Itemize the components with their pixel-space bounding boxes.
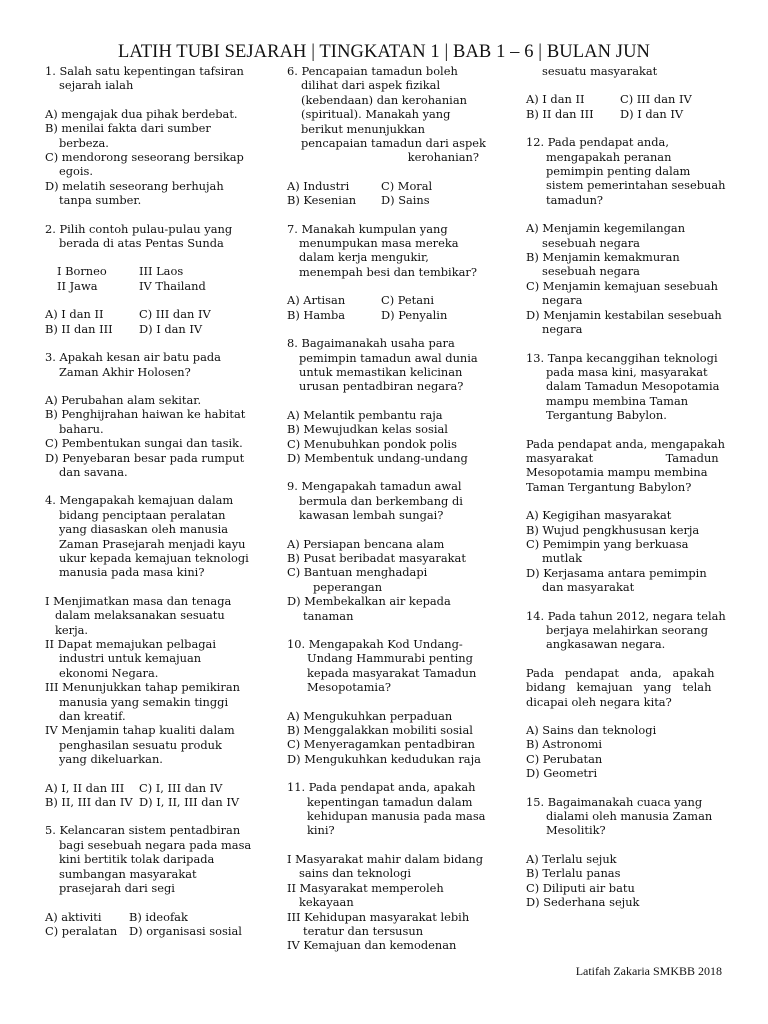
question-stem: 1. Salah satu kepentingan tafsiran (45, 64, 244, 78)
question-13 (526, 351, 728, 595)
question-14 (526, 609, 728, 781)
question-10 (287, 637, 487, 766)
question-stem: Zaman Prasejarah menjadi kayu (59, 536, 246, 551)
statement-i: I Borneo (57, 264, 107, 279)
question-8 (287, 336, 487, 465)
option-d: D) organisasi sosial (129, 923, 242, 938)
option-c: C) Petani (381, 293, 435, 308)
statement-iii: III Kehidupan masyarakat lebih (287, 909, 470, 924)
question-stem: untuk memastikan kelicinan (299, 364, 463, 379)
question-stem: Tergantung Babylon. (546, 408, 667, 423)
question-stem: dilihat dari aspek fizikal (301, 78, 441, 93)
question-stem: bagi sesebuah negara pada masa (59, 837, 252, 852)
option-d: D) Sains (381, 193, 430, 208)
option-b: B) Kesenian (287, 193, 357, 208)
question-stem: yang diasaskan oleh manusia (59, 522, 229, 537)
option-a: A) Terlalu sejuk (526, 851, 617, 866)
question-stem: 8. Bagaimanakah usaha para (287, 336, 455, 351)
statement-i-cont: sains dan teknologi (299, 866, 411, 881)
option-a: A) Kegigihan masyarakat (526, 508, 672, 523)
question-stem: dalam Tamadun Mesopotamia (546, 379, 720, 394)
statement-i: I Masyarakat mahir dalam bidang (287, 851, 483, 866)
statement-iv: IV Kemajuan dan kemodenan (287, 938, 457, 953)
option-d: D) Mengukuhkan kedudukan raja (287, 751, 481, 766)
option-c: C) Diliputi air batu (526, 880, 635, 895)
statement-iii: III Laos (139, 264, 184, 279)
question-prompt: Mesopotamia mampu membina (526, 465, 708, 480)
option-b: B) Astronomi (526, 737, 603, 752)
option-c: C) Pemimpin yang berkuasa (526, 536, 689, 551)
question-stem: bidang penciptaan peralatan (59, 507, 226, 522)
statement-iii-cont: dan kreatif. (59, 709, 126, 724)
option-d: D) Membentuk undang-undang (287, 450, 468, 465)
option-c: C) Menjamin kemajuan sesebuah (526, 278, 719, 293)
option-a: A) Menjamin kegemilangan (526, 221, 686, 236)
question-stem: 9. Mengapakah tamadun awal (287, 479, 462, 494)
option-d-cont: tanpa sumber. (59, 193, 142, 208)
question-prompt: masyarakat Tamadun (526, 450, 719, 465)
question-stem: dialami oleh manusia Zaman (546, 809, 713, 824)
option-c-cont: egois. (59, 164, 93, 179)
question-prompt: dicapai oleh negara kita? (526, 694, 672, 709)
question-stem: sejarah ialah (59, 78, 134, 93)
question-prompt: bidang kemajuan yang telah (526, 680, 712, 695)
question-5 (45, 823, 273, 938)
question-stem: pemimpin tamadun awal dunia (299, 350, 478, 365)
option-c: C) Menubuhkan pondok polis (287, 436, 457, 451)
option-d: D) I dan IV (620, 106, 684, 121)
column-left (45, 64, 273, 938)
option-b-cont: berbeza. (59, 135, 109, 150)
question-stem: 14. Pada tahun 2012, negara telah (526, 608, 726, 623)
option-a: A) Industri (287, 178, 350, 193)
option-d: D) Kerjasama antara pemimpin (526, 565, 707, 580)
option-d: D) Membekalkan air kepada (287, 594, 451, 609)
question-15 (526, 795, 728, 910)
option-c: C) I, III dan IV (139, 780, 223, 795)
statement-ii-cont: kekayaan (299, 895, 354, 910)
option-d-cont: dan savana. (59, 464, 128, 479)
option-d: D) Sederhana sejuk (526, 895, 640, 910)
question-stem: kepentingan tamadun dalam (307, 794, 473, 809)
option-d: D) I, II, III dan IV (139, 795, 240, 810)
option-d: D) Menjamin kestabilan sesebuah (526, 307, 722, 322)
question-6 (287, 64, 487, 208)
question-9 (287, 479, 487, 623)
question-stem: 12. Pada pendapat anda, (526, 135, 669, 150)
question-stem: dalam kerja mengukir, (299, 250, 429, 265)
question-11 (287, 780, 487, 952)
option-a: A) Mengukuhkan perpaduan (287, 708, 453, 723)
question-11-continued (526, 64, 728, 121)
question-stem: 7. Manakah kumpulan yang (287, 221, 448, 236)
question-4 (45, 493, 273, 809)
statement-ii-cont: industri untuk kemajuan (59, 651, 202, 666)
option-b: B) Hamba (287, 307, 346, 322)
statement-iv: IV Thailand (139, 278, 206, 293)
option-c: C) Bantuan menghadapi (287, 565, 428, 580)
option-b: B) II dan III (45, 321, 113, 336)
question-stem: 4. Mengapakah kemajuan dalam (45, 493, 234, 508)
option-b: B) Wujud pengkhususan kerja (526, 522, 700, 537)
option-b: B) Terlalu panas (526, 866, 621, 881)
question-stem: kini? (307, 823, 335, 838)
question-stem: Undang Hammurabi penting (307, 651, 473, 666)
option-b: B) Penghijrahan haiwan ke habitat (45, 407, 246, 422)
option-a: A) mengajak dua pihak berdebat. (45, 106, 238, 121)
option-a: A) Sains dan teknologi (526, 723, 657, 738)
question-stem: kehidupan manusia pada masa (307, 809, 486, 824)
option-a: A) I, II dan III (45, 780, 125, 795)
question-3 (45, 350, 273, 479)
statement-iv: IV Menjamin tahap kualiti dalam (45, 723, 235, 738)
column-middle (287, 64, 487, 953)
option-d: D) Penyebaran besar pada rumput (45, 450, 245, 465)
option-b-cont: sesebuah negara (542, 264, 640, 279)
question-stem: (kebendaan) dan kerohanian (301, 92, 467, 107)
question-stem: Mesopotamia? (307, 680, 391, 695)
statement-i-cont: dalam melaksanakan sesuatu (55, 608, 225, 623)
option-c: C) peralatan (45, 923, 118, 938)
question-stem: pemimpin penting dalam (546, 164, 691, 179)
option-c: C) Pembentukan sungai dan tasik. (45, 436, 243, 451)
question-stem: kerohanian? (407, 150, 479, 165)
option-c: C) mendorong seseorang bersikap (45, 150, 244, 165)
option-a: A) Persiapan bencana alam (287, 536, 445, 551)
question-stem: menempah besi dan tembikar? (299, 264, 477, 279)
question-stem: kini bertitik tolak daripada (59, 852, 215, 867)
option-a-cont: sesebuah negara (542, 235, 640, 250)
option-a: A) I dan II (526, 92, 585, 107)
question-stem: sumbangan masyarakat (59, 866, 197, 881)
question-stem: menumpukan masa mereka (299, 236, 459, 251)
option-c-cont: peperangan (313, 579, 383, 594)
page-title: LATIH TUBI SEJARAH | TINGKATAN 1 | BAB 1 – 6 | BULAN JUN (117, 42, 651, 62)
option-b: B) ideofak (129, 909, 188, 924)
question-stem: (spiritual). Manakah yang (301, 107, 451, 122)
statement-i-cont: kerja. (55, 622, 89, 637)
option-b: B) menilai fakta dari sumber (45, 121, 211, 136)
option-a: A) aktiviti (45, 909, 102, 924)
option-c-cont: negara (542, 293, 583, 308)
question-stem: Zaman Akhir Holosen? (59, 364, 191, 379)
question-prompt: Pada pendapat anda, apakah (526, 665, 715, 680)
question-stem: berjaya melahirkan seorang (546, 623, 709, 637)
statement-ii-cont: ekonomi Negara. (59, 665, 159, 680)
question-stem: berada di atas Pentas Sunda (59, 236, 224, 251)
question-stem: 13. Tanpa kecanggihan teknologi (526, 350, 718, 365)
question-stem: prasejarah dari segi (59, 881, 175, 896)
question-stem: angkasawan negara. (546, 637, 666, 652)
statement-ii: II Masyarakat memperoleh (287, 880, 444, 895)
option-c-cont: mutlak (542, 551, 583, 566)
question-stem: berikut menunjukkan (301, 121, 425, 136)
option-b: B) Pusat beribadat masyarakat (287, 550, 466, 565)
option-d-cont: tanaman (303, 608, 354, 623)
statement-iii: III Menunjukkan tahap pemikiran (45, 680, 240, 695)
option-c: C) Menyeragamkan pentadbiran (287, 737, 476, 752)
question-stem: Mesolitik? (546, 823, 606, 838)
column-right (526, 64, 728, 910)
question-stem: kawasan lembah sungai? (299, 508, 444, 523)
option-d: D) Geometri (526, 766, 598, 781)
question-1 (45, 64, 273, 208)
question-stem: 6. Pencapaian tamadun boleh (287, 64, 458, 78)
option-b: B) Menggalakkan mobiliti sosial (287, 723, 473, 738)
question-stem: mampu membina Taman (546, 393, 689, 408)
question-prompt: Pada pendapat anda, mengapakah (526, 436, 725, 451)
option-a: A) I dan II (45, 307, 104, 322)
question-stem: manusia pada masa kini? (59, 565, 205, 580)
statement-iv-cont: sesuatu masyarakat (542, 64, 658, 78)
question-7 (287, 222, 487, 322)
option-b: B) II dan III (526, 106, 594, 121)
option-b: B) Mewujudkan kelas sosial (287, 422, 448, 437)
question-stem: sistem pemerintahan sesebuah (546, 178, 726, 193)
statement-iv-cont: yang dikeluarkan. (59, 752, 163, 767)
question-prompt: Taman Tergantung Babylon? (526, 479, 692, 494)
statement-ii: II Dapat memajukan pelbagai (45, 637, 216, 651)
option-c: C) Moral (381, 178, 433, 193)
option-c: C) III dan IV (620, 92, 692, 107)
option-b-cont: baharu. (59, 421, 104, 436)
statement-i: I Menjimatkan masa dan tenaga (45, 593, 232, 608)
option-d: D) melatih seseorang berhujah (45, 178, 224, 193)
question-stem: tamadun? (546, 192, 604, 207)
footer-credit: Latifah Zakaria SMKBB 2018 (575, 964, 722, 978)
question-stem: pada masa kini, masyarakat (546, 364, 708, 379)
statement-iii-cont: teratur dan tersusun (303, 923, 424, 938)
option-b: B) Menjamin kemakmuran (526, 250, 680, 265)
option-c: C) Perubatan (526, 751, 603, 766)
statement-ii: II Jawa (57, 278, 98, 293)
statement-iii-cont: manusia yang semakin tinggi (59, 694, 229, 709)
option-c: C) III dan IV (139, 307, 211, 322)
question-stem: kepada masyarakat Tamadun (307, 665, 477, 680)
option-a: A) Artisan (287, 293, 346, 308)
statement-iv-cont: penghasilan sesuatu produk (59, 737, 222, 752)
option-d-cont: dan masyarakat (542, 580, 635, 595)
question-stem: 3. Apakah kesan air batu pada (45, 350, 221, 365)
question-stem: mengapakah peranan (546, 149, 672, 164)
question-12 (526, 135, 728, 336)
question-stem: urusan pentadbiran negara? (299, 379, 464, 394)
option-d: D) I dan IV (139, 321, 203, 336)
question-2 (45, 222, 273, 336)
option-d: D) Penyalin (381, 307, 448, 322)
question-stem: 11. Pada pendapat anda, apakah (287, 780, 476, 795)
option-b: B) II, III dan IV (45, 795, 133, 810)
question-stem: pencapaian tamadun dari aspek (301, 136, 486, 151)
question-stem: ukur kepada kemajuan teknologi (59, 550, 249, 565)
option-d-cont: negara (542, 322, 583, 337)
question-stem: 15. Bagaimanakah cuaca yang (526, 794, 703, 809)
question-stem: 5. Kelancaran sistem pentadbiran (45, 823, 241, 838)
option-a: A) Perubahan alam sekitar. (45, 392, 202, 407)
question-stem: 10. Mengapakah Kod Undang- (287, 637, 463, 651)
question-stem: bermula dan berkembang di (299, 493, 463, 508)
option-a: A) Melantik pembantu raja (287, 407, 443, 422)
question-stem: 2. Pilih contoh pulau-pulau yang (45, 221, 233, 236)
